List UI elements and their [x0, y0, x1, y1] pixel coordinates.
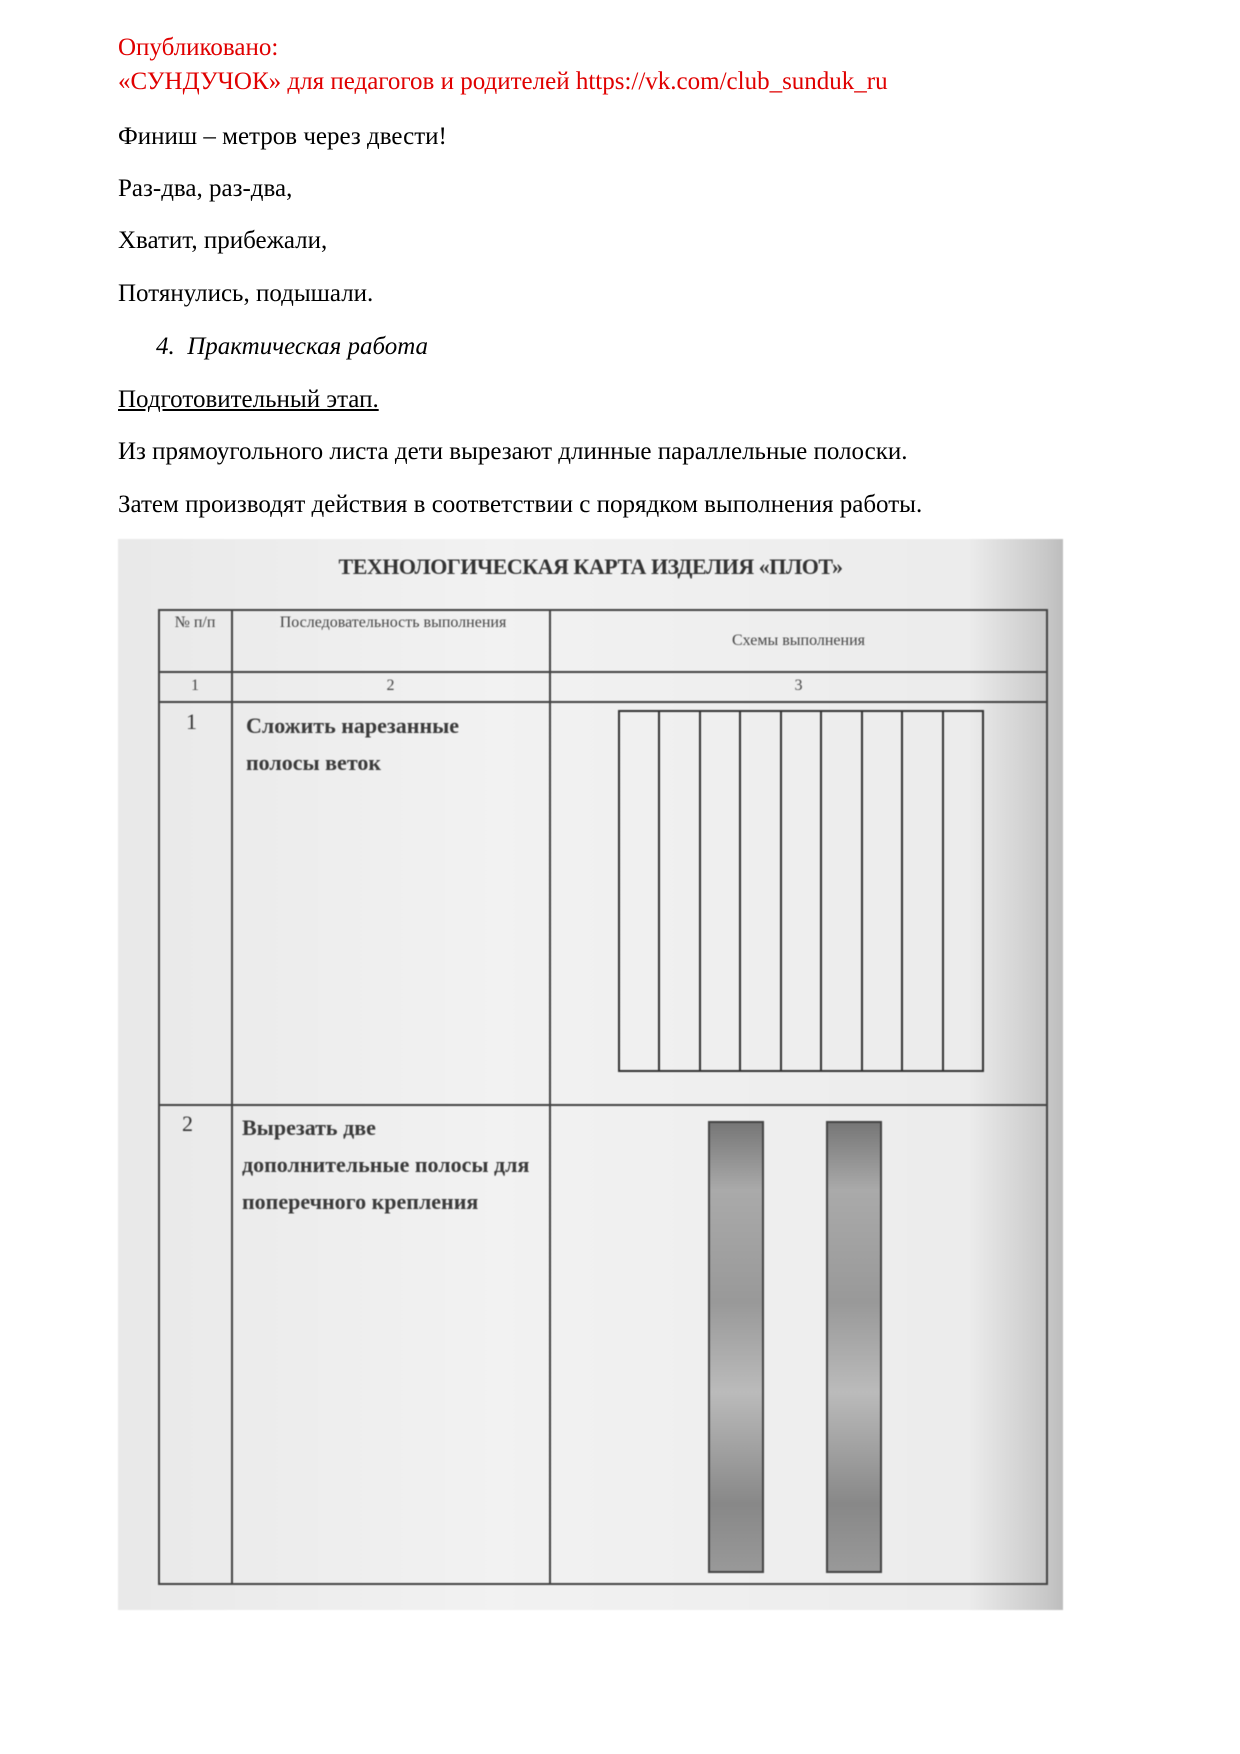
raft-strips-diagram	[618, 710, 984, 1072]
stage-heading: Подготовительный этап.	[118, 386, 379, 413]
poem-line: Потянулись, подышали.	[118, 280, 374, 307]
cross-strip-diagram	[708, 1121, 764, 1573]
row-number: 1	[186, 709, 197, 734]
poem-line: Раз-два, раз-два,	[118, 175, 293, 202]
header-number: № п/п	[174, 614, 216, 631]
tech-card-scan	[118, 539, 1063, 1610]
col-number: 1	[191, 677, 199, 694]
row-number: 2	[182, 1111, 193, 1136]
header-schemes: Схемы выполнения	[731, 632, 866, 649]
cross-strip-diagram	[826, 1121, 882, 1573]
paragraph: Затем производят действия в соответствии с порядком выполнения работы.	[118, 491, 923, 518]
source-line[interactable]: «СУНДУЧОК» для педагогов и родителей https://vk.com/club_sunduk_ru	[118, 68, 888, 95]
poem-line: Хватит, прибежали,	[118, 227, 328, 254]
poem-line: Финиш – метров через двести!	[118, 123, 447, 150]
col-number: 2	[386, 677, 395, 694]
col-number: 3	[794, 677, 803, 694]
section-heading: 4. Практическая работа	[156, 333, 429, 360]
step-text: Сложить нарезанные полосы веток	[246, 713, 460, 775]
header-sequence: Последовательность выполнения	[279, 614, 507, 631]
step-text: Вырезать две дополнительные полосы для поперечного крепления	[242, 1115, 530, 1214]
card-title: ТЕХНОЛОГИЧЕСКАЯ КАРТА ИЗДЕЛИЯ «ПЛОТ»	[338, 554, 843, 579]
paragraph: Из прямоугольного листа дети вырезают длинные параллельные полоски.	[118, 438, 908, 465]
published-label: Опубликовано:	[118, 34, 279, 61]
